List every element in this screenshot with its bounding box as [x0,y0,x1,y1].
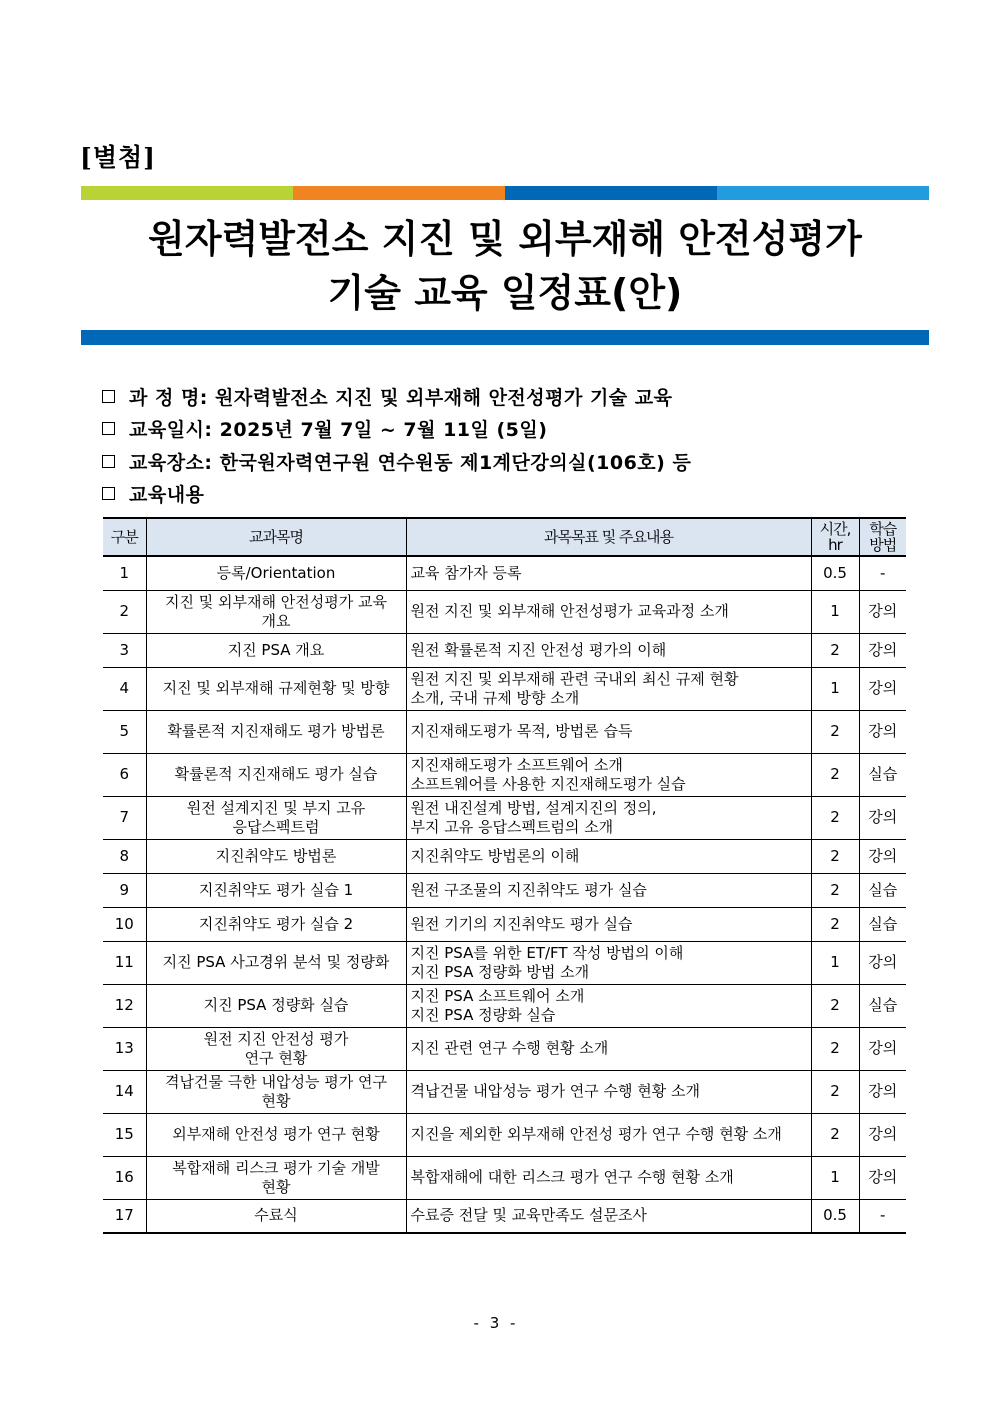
table-row [103,633,906,667]
goal-line: 지진 PSA를 위한 ET/FT 작성 방법의 이해 [410,943,684,962]
table-row [103,984,906,1027]
cell-subject [146,1070,406,1113]
cell-subject [146,839,406,873]
goal-line: 부지 고유 응답스펙트럼의 소개 [410,817,614,836]
header-no: 구분 [103,518,146,556]
stripe-lightblue [717,186,929,200]
subject-line: 원전 지진 안전성 평가 [203,1029,349,1048]
subject-line: 연구 현황 [244,1048,308,1067]
cell-goal [406,753,811,796]
cell-method: 강의 [859,1156,906,1199]
cell-goal [406,1113,811,1156]
cell-method: - [859,556,906,590]
cell-no: 10 [103,907,146,941]
cell-hours: 2 [811,873,859,907]
cell-method: 강의 [859,839,906,873]
subject-line: 지진 및 외부재해 규제현황 및 방향 [162,679,390,697]
table-row [103,753,906,796]
table-row [103,907,906,941]
goal-line: 지진 PSA 소프트웨어 소개 [410,986,585,1005]
cell-hours: 0.5 [811,1199,859,1233]
goal-line: 지진 관련 연구 수행 현황 소개 [410,1039,609,1057]
cell-subject [146,667,406,710]
header-hours [811,518,859,556]
cell-subject [146,1156,406,1199]
cell-goal [406,710,811,753]
checkbox-square-icon [102,455,115,468]
cell-subject [146,796,406,839]
cell-method: 실습 [859,753,906,796]
cell-hours: 2 [811,633,859,667]
schedule-table [103,517,906,1234]
cell-hours: 2 [811,984,859,1027]
info-content [100,478,691,511]
cell-subject [146,1027,406,1070]
cell-no: 8 [103,839,146,873]
title-line-1: 원자력발전소 지진 및 외부재해 안전성평가 [148,217,862,261]
goal-line: 지진을 제외한 외부재해 안전성 평가 연구 수행 현황 소개 [410,1125,782,1143]
table-row [103,667,906,710]
table-row [103,796,906,839]
cell-goal [406,1199,811,1233]
goal-line: 지진 PSA 정량화 방법 소개 [410,962,590,981]
header-method-line2: 방법 [869,536,897,554]
cell-subject [146,873,406,907]
subject-line: 복합재해 리스크 평가 기술 개발 [172,1158,380,1177]
subject-line: 현황 [261,1091,291,1110]
goal-line: 소프트웨어를 사용한 지진재해도평가 실습 [410,774,686,793]
subject-line: 현황 [261,1177,291,1196]
header-method [859,518,906,556]
goal-line: 지진재해도평가 소프트웨어 소개 [410,755,623,774]
cell-method: 강의 [859,667,906,710]
table-row [103,873,906,907]
table-row [103,941,906,984]
cell-method: 강의 [859,633,906,667]
table-row [103,1027,906,1070]
cell-method: 강의 [859,941,906,984]
cell-goal [406,873,811,907]
checkbox-square-icon [102,487,115,500]
cell-subject [146,1199,406,1233]
subject-line: 수료식 [254,1206,298,1225]
cell-hours: 2 [811,753,859,796]
cell-subject [146,633,406,667]
cell-hours: 2 [811,1113,859,1156]
goal-line: 지진취약도 방법론의 이해 [410,846,580,865]
table-row [103,839,906,873]
cell-hours: 2 [811,1070,859,1113]
subject-line: 등록/Orientation [216,563,336,582]
cell-subject [146,984,406,1027]
cell-hours: 1 [811,667,859,710]
cell-goal [406,1027,811,1070]
cell-method: 강의 [859,1070,906,1113]
title-line-2: 기술 교육 일정표(안) [327,271,683,315]
header-hours-line1: 시간, [819,520,851,538]
subject-line: 지진 PSA 사고경위 분석 및 정량화 [162,953,390,971]
goal-line: 원전 내진설계 방법, 설계지진의 정의, [410,798,657,817]
cell-goal [406,667,811,710]
subject-line: 원전 설계지진 및 부지 고유 [186,798,366,817]
cell-no: 9 [103,873,146,907]
cell-no: 16 [103,1156,146,1199]
goal-line: 격납건물 내압성능 평가 연구 수행 현황 소개 [410,1082,700,1100]
cell-no: 11 [103,941,146,984]
cell-goal [406,633,811,667]
cell-hours: 2 [811,1027,859,1070]
schedule-body [103,556,906,1233]
cell-hours: 2 [811,710,859,753]
subject-line: 외부재해 안전성 평가 연구 현황 [172,1125,380,1143]
cell-subject [146,753,406,796]
cell-hours: 2 [811,796,859,839]
cell-no: 6 [103,753,146,796]
cell-method: - [859,1199,906,1233]
header-hours-line2: hr [828,536,842,554]
goal-line: 지진 PSA 정량화 실습 [410,1005,556,1024]
course-info [100,380,691,510]
cell-method: 강의 [859,1027,906,1070]
cell-goal [406,1156,811,1199]
info-dates-text: 교육일시: 2025년 7월 7일 ~ 7월 11일 (5일) [129,419,548,442]
cell-hours: 2 [811,839,859,873]
attachment-label: [별첨] [80,143,156,172]
cell-goal [406,796,811,839]
goal-line: 원전 기기의 지진취약도 평가 실습 [410,914,633,933]
cell-method: 실습 [859,984,906,1027]
subject-line: 확률론적 지진재해도 평가 방법론 [167,722,385,740]
cell-goal [406,556,811,590]
cell-no: 4 [103,667,146,710]
goal-line: 원전 확률론적 지진 안전성 평가의 이해 [410,640,667,659]
info-course-text: 과 정 명: 원자력발전소 지진 및 외부재해 안전성평가 기술 교육 [129,386,673,409]
cell-subject [146,907,406,941]
header-subject: 교과목명 [146,518,406,556]
cell-goal [406,984,811,1027]
cell-goal [406,907,811,941]
goal-line: 교육 참가자 등록 [410,563,522,582]
cell-no: 1 [103,556,146,590]
info-place [100,445,691,478]
cell-hours: 1 [811,1156,859,1199]
table-row [103,590,906,633]
subject-line: 확률론적 지진재해도 평가 실습 [174,765,378,783]
cell-subject [146,1113,406,1156]
cell-method: 강의 [859,796,906,839]
subject-line: 응답스펙트럼 [232,817,320,836]
cell-goal [406,590,811,633]
subject-line: 격납건물 극한 내압성능 평가 연구 [165,1072,387,1091]
cell-method: 강의 [859,1113,906,1156]
info-dates [100,413,691,446]
table-row [103,1070,906,1113]
subject-line: 개요 [261,611,291,630]
goal-line: 수료증 전달 및 교육만족도 설문조사 [410,1206,647,1225]
table-row [103,1156,906,1199]
cell-no: 5 [103,710,146,753]
page-number: - 3 - [473,1314,519,1332]
goal-line: 원전 지진 및 외부재해 관련 국내외 최신 규제 현황 [410,669,739,688]
subject-line: 지진취약도 평가 실습 2 [198,914,354,933]
table-header-row [103,518,906,556]
table-row [103,556,906,590]
cell-goal [406,839,811,873]
cell-no: 2 [103,590,146,633]
cell-method: 강의 [859,590,906,633]
subject-line: 지진취약도 방법론 [215,846,337,865]
cell-subject [146,941,406,984]
document-title [81,212,929,320]
cell-no: 14 [103,1070,146,1113]
subject-line: 지진 PSA 개요 [227,640,325,659]
header-method-line1: 학습 [869,520,897,538]
cell-no: 15 [103,1113,146,1156]
cell-method: 실습 [859,907,906,941]
cell-no: 12 [103,984,146,1027]
cell-no: 17 [103,1199,146,1233]
goal-line: 소개, 국내 규제 방향 소개 [410,688,580,707]
cell-goal [406,941,811,984]
header-goal: 과목목표 및 주요내용 [406,518,811,556]
cell-method: 실습 [859,873,906,907]
subject-line: 지진 및 외부재해 안전성평가 교육 [165,592,387,611]
cell-method: 강의 [859,710,906,753]
cell-hours: 2 [811,907,859,941]
info-content-text: 교육내용 [129,484,205,507]
cell-hours: 1 [811,941,859,984]
info-course [100,380,691,413]
goal-line: 지진재해도평가 목적, 방법론 습득 [410,722,633,740]
cell-no: 7 [103,796,146,839]
cell-no: 3 [103,633,146,667]
cell-goal [406,1070,811,1113]
info-place-text: 교육장소: 한국원자력연구원 연수원동 제1계단강의실(106호) 등 [129,451,692,474]
cell-subject [146,556,406,590]
cell-hours: 0.5 [811,556,859,590]
subject-line: 지진 PSA 정량화 실습 [203,996,349,1014]
goal-line: 원전 지진 및 외부재해 안전성평가 교육과정 소개 [410,602,729,620]
table-row [103,1113,906,1156]
stripe-green [81,186,293,200]
cell-no: 13 [103,1027,146,1070]
stripe-blue [505,186,717,200]
title-underline-bar [81,330,929,345]
checkbox-square-icon [102,390,115,403]
checkbox-square-icon [102,422,115,435]
cell-subject [146,710,406,753]
color-stripe [81,186,929,200]
cell-hours: 1 [811,590,859,633]
table-row [103,1199,906,1233]
table-row [103,710,906,753]
cell-subject [146,590,406,633]
goal-line: 원전 구조물의 지진취약도 평가 실습 [410,880,647,899]
stripe-orange [293,186,505,200]
subject-line: 지진취약도 평가 실습 1 [198,880,354,899]
goal-line: 복합재해에 대한 리스크 평가 연구 수행 현황 소개 [410,1168,734,1186]
